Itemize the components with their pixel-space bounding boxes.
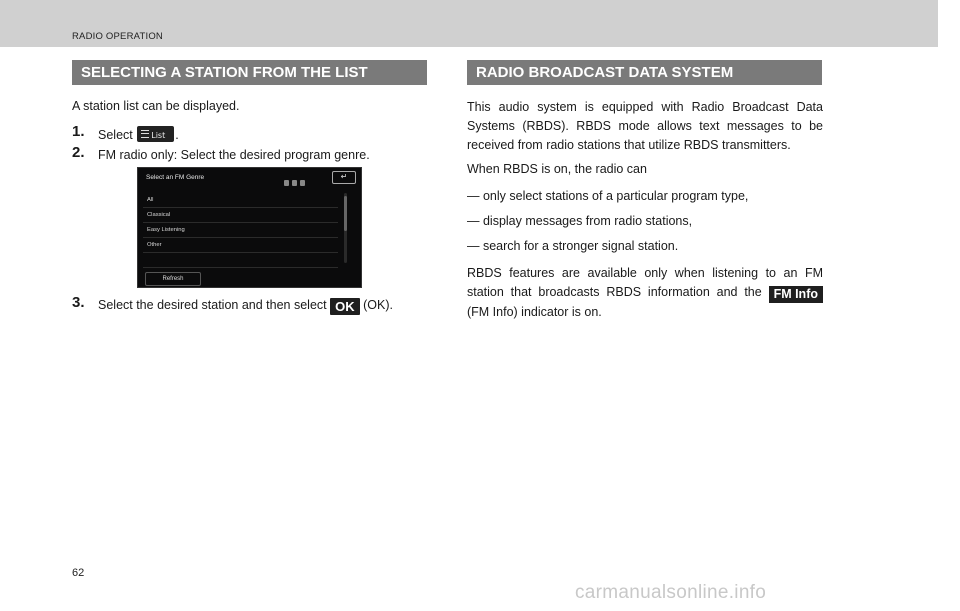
rbds-paragraph-3-end: (FM Info) indicator is on. — [467, 305, 602, 319]
scrollbar-thumb — [344, 196, 347, 231]
status-icons — [284, 173, 324, 182]
rbds-bullet: — display messages from radio stations, — [467, 214, 693, 228]
list-button-icon — [137, 126, 174, 142]
step-text-end: (OK). — [363, 298, 393, 312]
list-button-label: List — [151, 131, 166, 140]
list-item: Other — [143, 238, 338, 253]
list-item: All — [143, 193, 338, 208]
step-text: Select the desired station and then select — [98, 298, 327, 312]
step-number: 2. — [72, 144, 85, 161]
rbds-paragraph-3 — [467, 264, 823, 322]
ok-button-icon: OK — [330, 298, 360, 315]
fm-info-badge: FM Info — [769, 286, 823, 303]
step-2 — [72, 144, 427, 163]
step-text-end: . — [175, 128, 179, 142]
rbds-paragraph-1: This audio system is equipped with Radio Broadcast Data Systems (RBDS). RBDS mode allows text messages to be received from radio stations that utilize RBDS transmitters. — [467, 100, 823, 152]
watermark: carmanualsonline.info — [575, 582, 767, 603]
step-text: FM radio only: Select the desired program genre. — [98, 148, 370, 162]
screen-title: Select an FM Genre — [146, 174, 205, 181]
list-item: Classical — [143, 208, 338, 223]
fm-genre-screenshot — [137, 167, 362, 288]
step-3 — [72, 294, 432, 315]
section-title-rbds: RADIO BROADCAST DATA SYSTEM — [467, 60, 822, 85]
intro-text: A station list can be displayed. — [72, 99, 240, 113]
genre-list — [143, 193, 338, 268]
rbds-bullet: — only select stations of a particular program type, — [467, 189, 749, 203]
running-head: RADIO OPERATION — [72, 31, 163, 42]
rbds-bullet: — search for a stronger signal station. — [467, 239, 679, 253]
step-text: Select — [98, 128, 133, 142]
list-item-empty — [143, 253, 338, 268]
rbds-paragraph-3-text: RBDS features are available only when listening to an FM station that broadcasts RBDS information and the — [467, 266, 823, 299]
rbds-paragraph-2: When RBDS is on, the radio can — [467, 162, 647, 176]
section-title-selecting-station: SELECTING A STATION FROM THE LIST — [72, 60, 427, 85]
step-number: 1. — [72, 123, 85, 140]
step-number: 3. — [72, 294, 85, 311]
back-icon: ↵ — [332, 171, 356, 184]
list-item: Easy Listening — [143, 223, 338, 238]
refresh-button: Refresh — [145, 272, 201, 286]
page-number: 62 — [72, 567, 85, 579]
step-1 — [72, 123, 427, 143]
